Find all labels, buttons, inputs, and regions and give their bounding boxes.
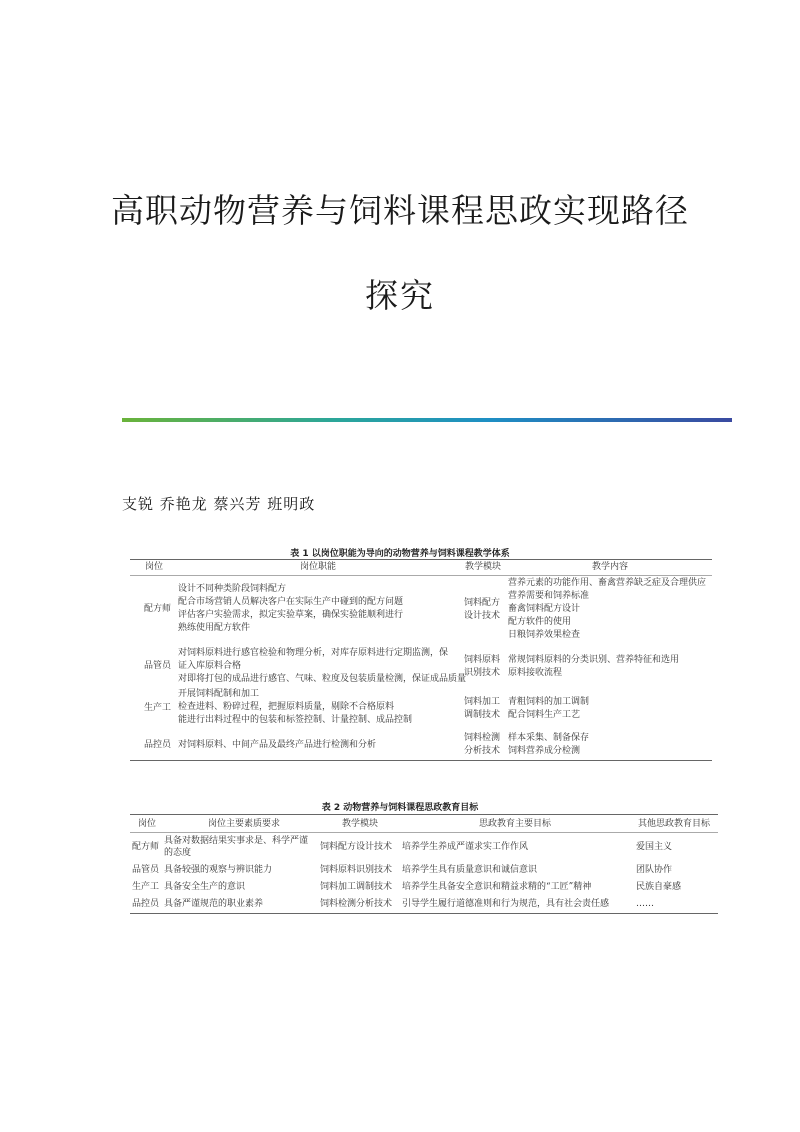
table1-bottom-rule [130, 760, 712, 761]
table1-row3-duty: 能进行出料过程中的包装和标签控制、计量控制、成品控制 [178, 715, 413, 725]
table1-row1-duty: 配合市场营销人员解决客户在实际生产中碰到的配方问题 [178, 597, 404, 607]
table2-row1-module: 饲料配方设计技术 [320, 842, 393, 852]
table2-row2-other: 团队协作 [636, 865, 673, 875]
table1-row2-module: 识别技术 [464, 668, 501, 678]
table2-header-quality: 岗位主要素质要求 [207, 819, 280, 829]
table2-row1-other: 爱国主义 [636, 842, 673, 852]
table1-row2-module: 饲料原料 [464, 655, 501, 665]
table2-header-other: 其他思政教育目标 [637, 819, 710, 829]
table1-row4-post: 品控员 [144, 740, 172, 750]
table2-row2-goal: 培养学生具有质量意识和诚信意识 [402, 865, 538, 875]
table1-row1-content: 配方软件的使用 [508, 617, 572, 627]
table1-row1-duty: 评估客户实验需求，拟定实验草案，确保实验能顺利进行 [178, 610, 404, 620]
table2-caption: 表 2 动物营养与饲料课程思政教育目标 [321, 803, 479, 813]
table2-row2-quality: 具备较强的观察与辨识能力 [164, 865, 273, 875]
table1-row3-post: 生产工 [144, 703, 172, 713]
table2 [130, 814, 718, 914]
table1-top-rule [130, 559, 712, 560]
table1-row1-content: 营养需要和饲养标准 [508, 591, 590, 601]
table1-row1-content: 日粮饲养效果检查 [508, 630, 581, 640]
table1-row4-module: 分析技术 [464, 746, 501, 756]
table1-row4-content: 样本采集、制备保存 [508, 733, 590, 743]
table1-row1-module: 饲料配方 [464, 598, 501, 608]
table1-row1-duty: 熟练使用配方软件 [178, 623, 251, 633]
table1-row3-duty: 开展饲料配制和加工 [178, 689, 260, 699]
table2-header-module: 教学模块 [341, 819, 378, 829]
table2-row4-post: 品控员 [132, 899, 160, 909]
table2-row2-module: 饲料原料识别技术 [320, 865, 393, 875]
document-title-line-1: 高职动物营养与饲料课程思政实现路径 [111, 191, 689, 230]
document-title-line-2: 探究 [365, 276, 435, 315]
table2-row4-module: 饲料检测分析技术 [320, 899, 393, 909]
table1-header-content: 教学内容 [591, 562, 628, 572]
table1-header-module: 教学模块 [464, 562, 501, 572]
table1-row4-duty: 对饲料原料、中间产品及最终产品进行检测和分析 [178, 740, 377, 750]
table2-top-rule [130, 814, 718, 815]
table2-header-post: 岗位 [137, 819, 156, 829]
table2-row3-post: 生产工 [132, 882, 160, 892]
table2-row4-quality: 具备严谨规范的职业素养 [164, 899, 264, 909]
table1-row1-post: 配方师 [144, 604, 172, 614]
table1-row1-content: 畜禽饲料配方设计 [508, 604, 581, 614]
table2-row1-quality: 具备对数据结果实事求是、科学严谨 [164, 836, 309, 846]
table1-row4-module: 饲料检测 [464, 733, 501, 743]
table2-row1-post: 配方师 [132, 842, 160, 852]
title-divider [122, 418, 732, 422]
table1-caption: 表 1 以岗位职能为导向的动物营养与饲料课程教学体系 [290, 549, 510, 559]
table1-header-duties: 岗位职能 [299, 562, 336, 572]
table1-row2-content: 常规饲料原料的分类识别、营养特征和选用 [508, 655, 680, 665]
table2-row3-quality: 具备安全生产的意识 [164, 882, 246, 892]
table1-row3-module: 调制技术 [464, 710, 501, 720]
table1-row2-duty: 证入库原料合格 [178, 661, 242, 671]
table1-row2-content: 原料接收流程 [508, 668, 563, 678]
table1-row3-module: 饲料加工 [464, 697, 501, 707]
table1-row4-content: 饲料营养成分检测 [508, 746, 581, 756]
table2-row1-goal: 培养学生养成严谨求实工作作风 [402, 842, 529, 852]
table1-header-rule [130, 575, 712, 576]
table2-row2-post: 品管员 [132, 865, 160, 875]
table1-row2-post: 品管员 [144, 661, 172, 671]
table2-row3-module: 饲料加工调制技术 [320, 882, 393, 892]
table1-row2-duty: 对饲料原料进行感官检验和物理分析，对库存原料进行定期监测，保 [178, 648, 449, 658]
table1-header-post: 岗位 [144, 562, 163, 572]
table2-row4-other: …… [636, 899, 654, 909]
table2-header-rule [130, 832, 718, 833]
table2-row4-goal: 引导学生履行道德准则和行为规范，具有社会责任感 [402, 899, 610, 909]
table1-row3-content: 配合饲料生产工艺 [508, 710, 581, 720]
table2-row1-quality: 的态度 [164, 848, 192, 858]
table1-row2-duty: 对即将打包的成品进行感官、气味、粒度及包装质量检测，保证成品质量 [178, 674, 467, 684]
table1 [130, 559, 712, 789]
table1-row3-duty: 检查进料、粉碎过程，把握原料质量，剔除不合格原料 [178, 702, 395, 712]
table1-row1-content: 营养元素的功能作用、畜禽营养缺乏症及合理供应 [508, 578, 707, 588]
table2-bottom-rule [130, 913, 718, 914]
table1-row1-duty: 设计不同种类阶段饲料配方 [178, 584, 287, 594]
table1-row1-module: 设计技术 [464, 611, 501, 621]
author-list: 支锐 乔艳龙 蔡兴芳 班明政 [122, 495, 316, 513]
table2-header-goal: 思政教育主要目标 [478, 819, 551, 829]
table2-row3-goal: 培养学生具备安全意识和精益求精的“工匠”精神 [402, 882, 592, 892]
table2-row3-other: 民族自豪感 [636, 882, 682, 892]
table1-row3-content: 青粗饲料的加工调制 [508, 697, 590, 707]
